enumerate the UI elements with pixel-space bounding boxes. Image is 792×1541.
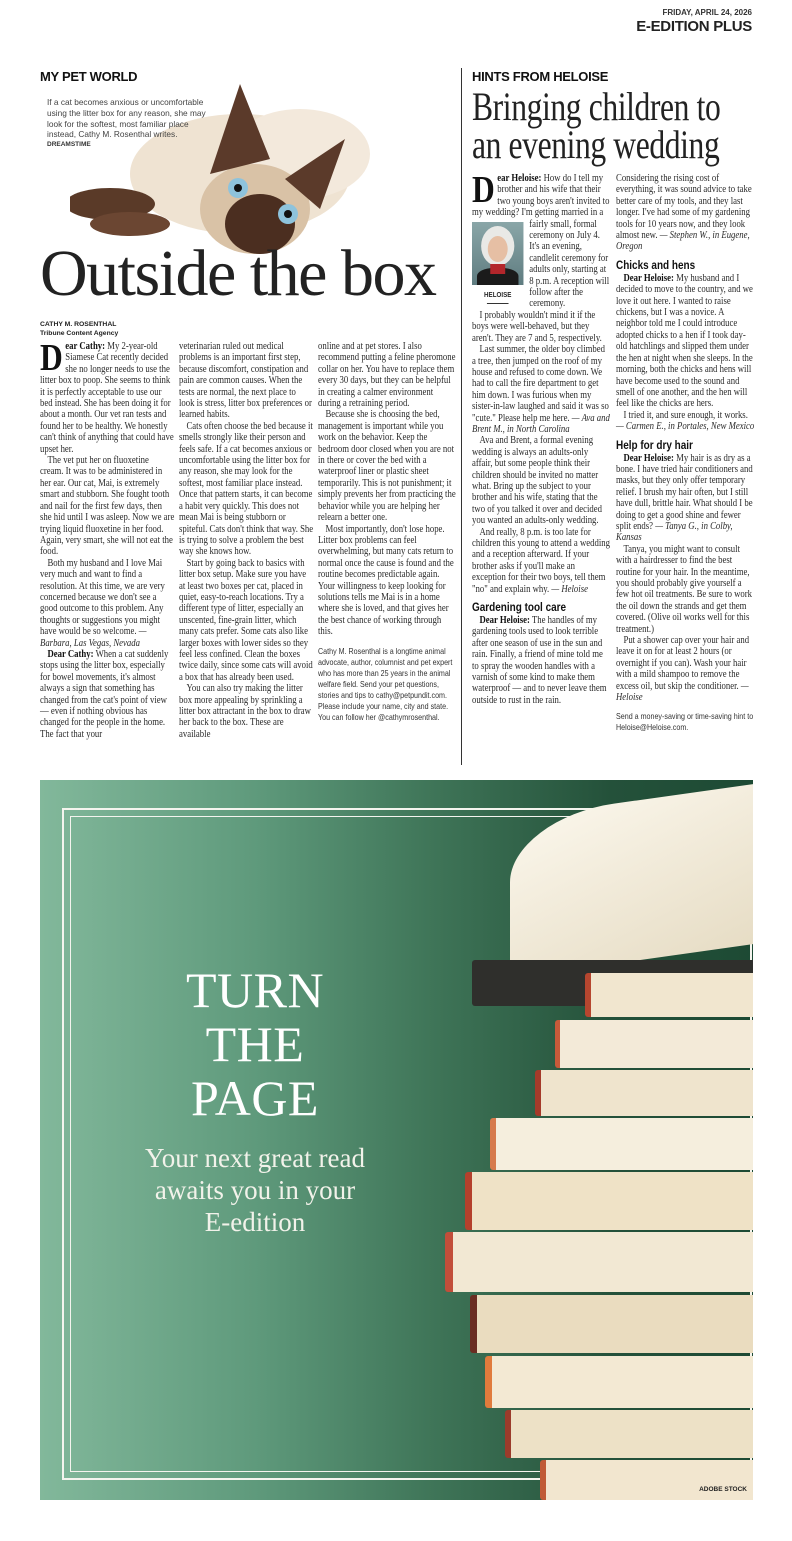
paragraph: I probably wouldn't mind it if the boys were well-behaved, but they aren't. They are 7 and 5, respectively. bbox=[472, 309, 602, 344]
ad-credit: ADOBE STOCK bbox=[699, 1486, 747, 1493]
paragraph: The vet put her on fluoxetine cream. It was to be administered in her ear. Our cat, Mai, is extremely smart and stubborn. She fought tooth and nail for the first few days, then she hid until I was asleep. Now we are trying liquid fluoxetine in her food. Again, very smart, she will not eat the food. bbox=[40, 455, 175, 558]
lead-in: Dear Heloise: bbox=[479, 615, 530, 627]
subhead-gardening: Gardening tool care bbox=[472, 600, 567, 615]
paragraph-text: I tried it, and sure enough, it works. bbox=[623, 409, 748, 421]
section-label-heloise: HINTS FROM HELOISE bbox=[472, 69, 609, 84]
paragraph: Because she is choosing the bed, management is important while you work on the behavior. Keep the bedroom door closed when you are not in there or cover the bed with a waterproof liner or plastic sheet temporarily. This is not punishment; it simply prevents her from practicing the behavior while you are helping her relearn a better one. bbox=[318, 409, 456, 524]
paragraph bbox=[472, 344, 611, 435]
subhead-dry-hair: Help for dry hair bbox=[616, 437, 693, 452]
photo-caption: If a cat becomes anxious or uncomfortable using the litter box for any reason, she may look for the softest, most familiar place instead, Cathy M. Rosenthal writes. bbox=[47, 97, 206, 140]
paragraph-text: My 2-year-old Siamese Cat recently decided she no longer needs to use the litter box to poop. She seems to think it is perfectly acceptable to use our bed instead. She has been doing it for about a month. Our vet ran tests and found her to be healthy. We honestly can't think of anything that could have upset her. bbox=[40, 341, 174, 455]
paragraph bbox=[40, 558, 174, 649]
lead-in: Dear Cathy: bbox=[47, 648, 94, 660]
signature: — Barbara, Las Vegas, Nevada bbox=[40, 626, 147, 649]
heloise-footer: Send a money-saving or time-saving hint to Heloise@Heloise.com. bbox=[616, 711, 754, 733]
photo-credit: DREAMSTIME bbox=[47, 141, 91, 148]
heloise-column-1 bbox=[472, 169, 611, 706]
paragraph bbox=[616, 173, 756, 253]
signature: — Heloise bbox=[616, 680, 749, 704]
signature: — Carmen E., in Portales, New Mexico bbox=[616, 421, 755, 433]
paragraph bbox=[40, 649, 174, 740]
signature: — Heloise bbox=[551, 583, 588, 595]
paragraph-text: And really, 8 p.m. is too late for children this young to attend a wedding and a reception afterward. If your brother asks if you'll make an exception for their two boys, tell them "no" and explain why. bbox=[472, 526, 610, 595]
pet-column-3 bbox=[318, 341, 456, 723]
drop-cap: D bbox=[472, 169, 495, 211]
paragraph: You can also try making the litter box more appealing by sprinkling a litter box attractant in the box to draw her back to the box. These are available bbox=[179, 683, 311, 740]
paragraph: online and at pet stores. I also recommend putting a feline pheromone collar on her. You have to replace them every 30 days, but they can be helpful in creating a calmer environment during a retraining period. bbox=[318, 341, 456, 410]
lead-in: ear Heloise: bbox=[497, 173, 542, 184]
paragraph bbox=[616, 635, 756, 703]
paragraph: Ava and Brent, a formal evening wedding is always an adults-only affair, but some people think their children should be invited no matter what. Bring up the subject to your brother and his wife, stating that the two of you talked it over and decided you wanted an adults-only wedding. bbox=[472, 435, 602, 527]
signature: — Ava and Brent M., in North Carolina bbox=[472, 412, 610, 435]
paragraph-text: Both my husband and I love Mai very much and want to find a resolution. At this time, we are very concerned because we don't see a good outcome to this problem. Any thoughts or suggestions you might have would be so welcome. bbox=[40, 557, 165, 638]
paragraph-text: Considering the rising cost of everything, it was sound advice to take better care of my tools, and they last longer. I've had some of my gardening tools for 10 years now, and they look almost new. bbox=[616, 173, 752, 242]
pet-column-1 bbox=[40, 337, 175, 740]
edition-date: FRIDAY, APRIL 24, 2026 bbox=[662, 8, 752, 17]
paragraph bbox=[616, 273, 756, 410]
lead-in: ear Cathy: bbox=[65, 341, 106, 352]
paragraph bbox=[616, 453, 756, 544]
paragraph: Start by going back to basics with litter box setup. Make sure you have at least two boxes per cat, placed in quiet, easy-to-reach locations. Try a different type of litter, especially an unscented, fine-grain litter, which many cats prefer. Some cats also like larger boxes with lower sides so they feel less confined. Clean the boxes twice daily, since some cats will avoid a box that has already been used. bbox=[179, 557, 313, 683]
paragraph: Cats often choose the bed because it smells strongly like their person and feels safe. If a cat becomes anxious or uncomfortable using the litter box for any reason, she may look for the softest, most familiar place instead. Once that pattern starts, it can become a habit very quickly. This does not mean Mai is being stubborn or spiteful. Cats don't think that way. She is trying to solve a problem the best way she knows how. bbox=[179, 420, 314, 558]
paragraph: Most importantly, don't lose hope. Litter box problems can feel overwhelming, but many cats return to normal once the cause is found and the routine becomes predictable again. Your willingness to keep looking for solutions tells me Mai is in a home where she is loved, and that gives her the best chance of working through this. bbox=[318, 523, 454, 638]
paragraph-text: Last summer, the older boy climbed a tree, then jumped on the roof of my house and refused to come down. We had to call the fire department to get him down. I was furious when my sister-in-law laughed and said it was so "cute." Please help me here. bbox=[472, 344, 609, 424]
lead-in: Dear Heloise: bbox=[623, 272, 674, 284]
paragraph-text: When a cat suddenly stops using the litter box, especially for bowel movements, it's almost always a sign that something has changed from the cat's point of view — even if nothing obvious has changed for the people in the home. The fact that your bbox=[40, 648, 169, 740]
paragraph-text: Put a shower cap over your hair and leave it on for at least 2 hours (or overnight if you can). Wash your hair with a mild shampoo to remove the excess oil, but skip the conditioner. bbox=[616, 635, 750, 692]
column-divider bbox=[461, 68, 462, 765]
headline-heloise: Bringing children to an evening wedding bbox=[472, 84, 721, 167]
headline-outside-the-box: Outside the box bbox=[40, 237, 436, 310]
paragraph bbox=[472, 615, 611, 706]
ad-headline-line-2: THE bbox=[205, 1016, 305, 1072]
signature: — Tanya G., in Colby, Kansas bbox=[616, 520, 733, 544]
byline-org: Tribune Content Agency bbox=[40, 329, 119, 337]
drop-cap: D bbox=[40, 337, 63, 379]
lead-in: Dear Heloise: bbox=[623, 452, 674, 464]
pet-column-2 bbox=[179, 341, 313, 740]
subhead-chicks: Chicks and hens bbox=[616, 257, 696, 272]
paragraph bbox=[616, 410, 756, 433]
section-label-pet-world: MY PET WORLD bbox=[40, 69, 138, 84]
rule bbox=[487, 303, 509, 304]
e-edition-ad[interactable] bbox=[40, 780, 753, 1500]
paragraph-text: My hair is as dry as a bone. I have tried hair conditioners and masks, but they only offer temporary relief. I brush my hair often, but I still have dull, brittle hair. What should I be doing to get a good shine and fewer split ends? bbox=[616, 452, 753, 532]
heloise-photo bbox=[472, 222, 523, 304]
paragraph-text: The handles of my gardening tools used to look terrible after one season of use in the sun and rain. Finally, a friend of mine told me to spray the wooden handles with a varnish of some kind to make them waterproof — and to never leave them outside to rust in the rain. bbox=[472, 615, 607, 706]
paragraph: Tanya, you might want to consult with a hairdresser to find the best routine for your hair. In the meantime, you should probably give yourself a few hot oil treatments. Be sure to work the oil down the strands and get them covered. (Olive oil works well for this treatment.) bbox=[616, 543, 753, 635]
byline-name: CATHY M. ROSENTHAL bbox=[40, 321, 117, 328]
author-bio: Cathy M. Rosenthal is a longtime animal advocate, author, columnist and pet expert who has more than 25 years in the animal welfare field. Send your pet questions, stories and tips to cathy@petpundit.com. Please include your name, city and state. You can follow her @cathymrosenthal. bbox=[318, 645, 453, 722]
paragraph-text: How do I tell my brother and his wife that their two young boys aren't invited to my wedding? I'm getting married in a fairly small, formal ceremony on July 4. It's an evening, candlelit ceremony for adults only, starting at 8 p.m. A reception will follow after the ceremony. bbox=[472, 173, 610, 310]
paragraph bbox=[472, 527, 611, 595]
edition-title: E-EDITION PLUS bbox=[636, 18, 752, 35]
ad-headline-line-1: TURN bbox=[185, 962, 325, 1018]
heloise-portrait bbox=[472, 222, 523, 285]
heloise-column-2 bbox=[616, 173, 756, 733]
byline bbox=[40, 321, 118, 338]
ad-subheadline: Your next great read awaits you in your E-edition bbox=[145, 1143, 365, 1237]
paragraph-text: My husband and I decided to move to the country, and we love it out here. I wanted to raise chickens, but I was a novice. A neighbor told me I could introduce adopted chicks to a hen if I took day-old hatchlings and slipped them under the hen at night when she sleeps. In the morning, both the chicks and hens will have become used to the sound and smell of one another, and the hen will feel like the chicks are hers. bbox=[616, 272, 753, 410]
ad-headline-line-3: PAGE bbox=[191, 1070, 319, 1126]
photo-label: HELOISE bbox=[484, 290, 512, 299]
paragraph bbox=[40, 337, 174, 455]
signature: — Stephen W., in Eugene, Oregon bbox=[616, 230, 750, 253]
paragraph: veterinarian ruled out medical problems is an important first step, because discomfort, constipation and pain are common causes. When the tests are normal, the next place to look is stress, litter box preferences or learned habits. bbox=[179, 341, 312, 421]
paragraph bbox=[472, 169, 611, 310]
